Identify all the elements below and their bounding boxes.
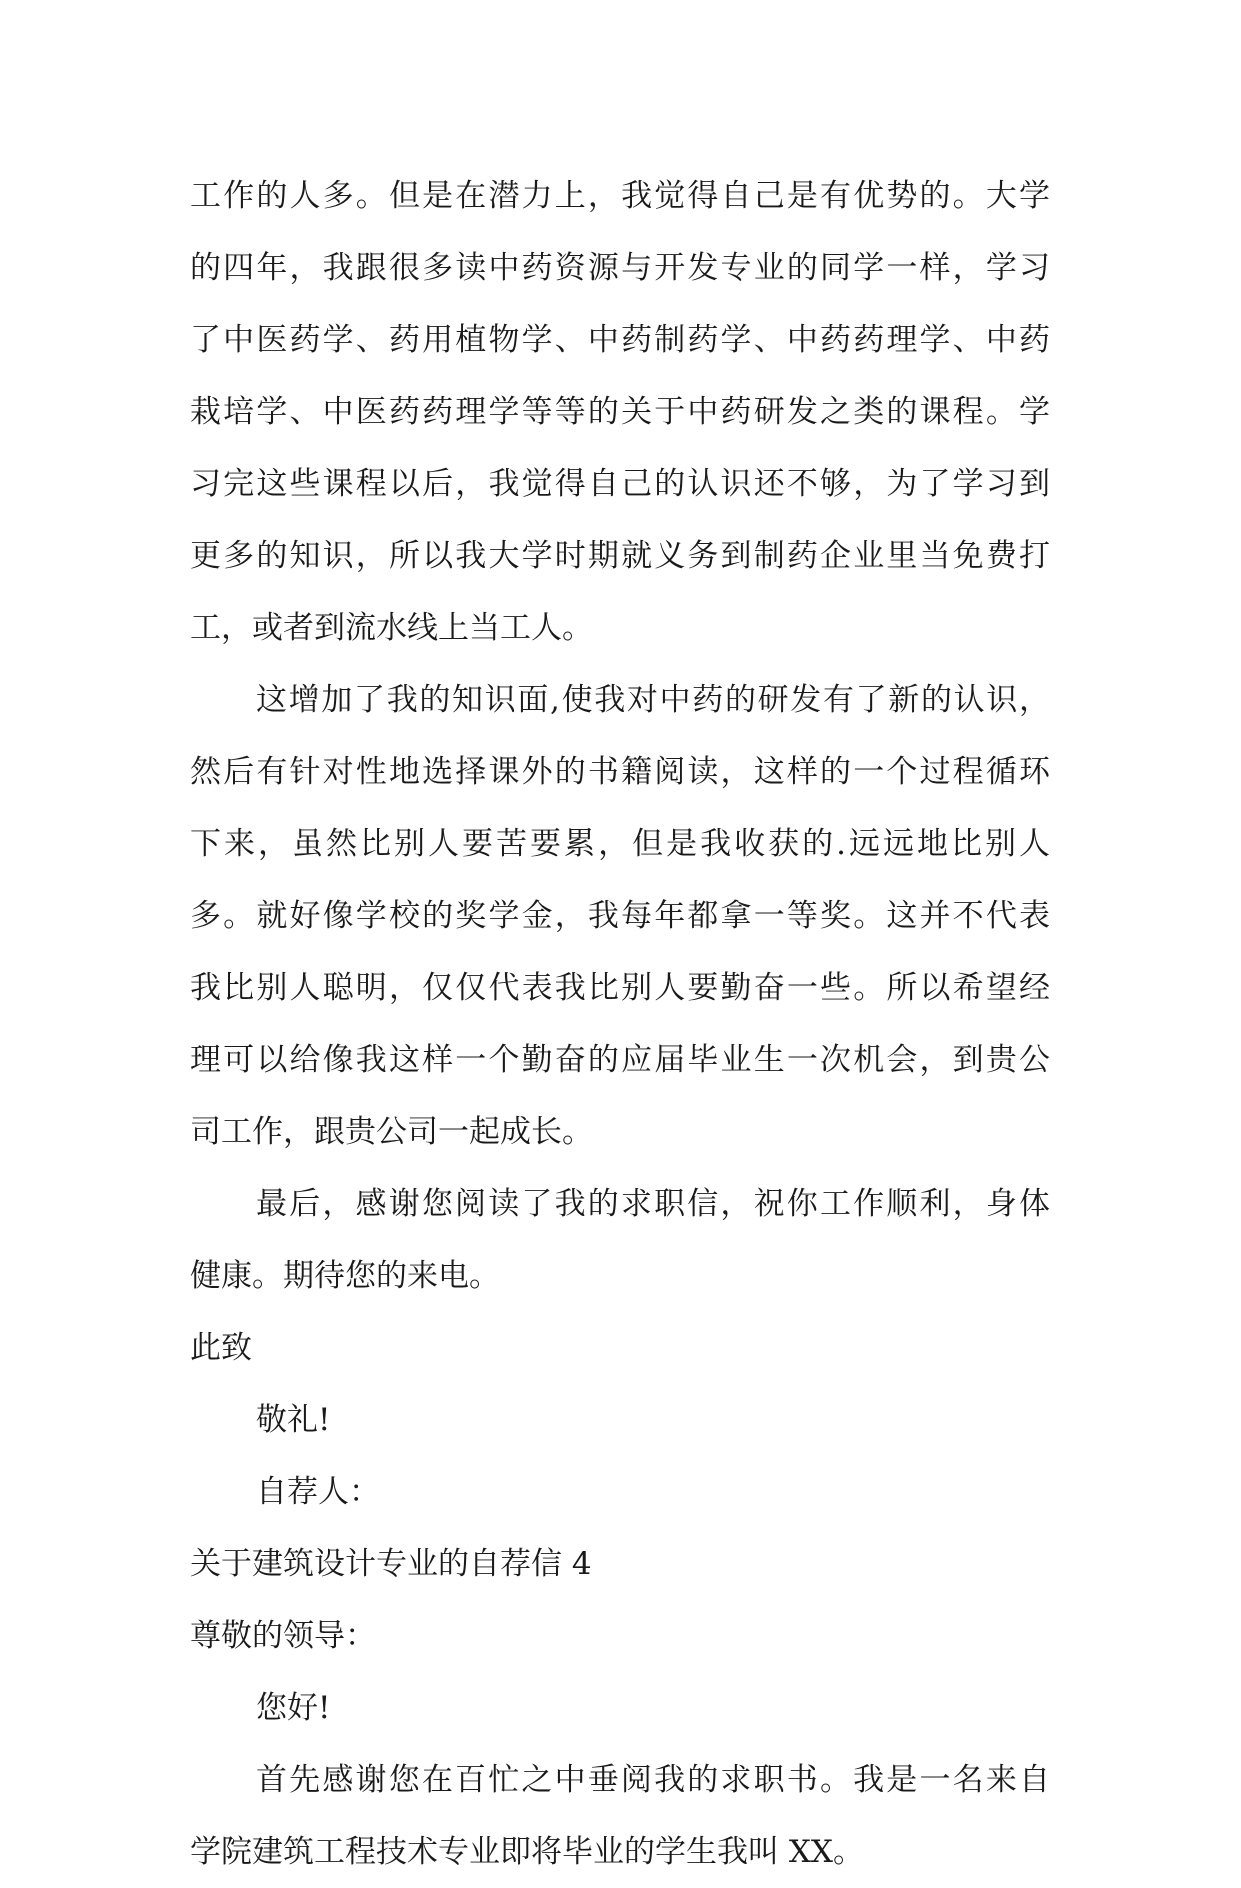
- salute-line: 敬礼!: [256, 1402, 331, 1438]
- paragraph-2: [190, 664, 1050, 1168]
- text-line: 健康。期待您的来电。: [190, 1258, 500, 1294]
- text-line: 学院建筑工程技术专业即将毕业的学生我叫 XX。: [190, 1834, 864, 1870]
- section-title: 关于建筑设计专业的自荐信 4: [190, 1546, 592, 1582]
- text-line: 多。就好像学校的奖学金，我每年都拿一等奖。这并不代表: [190, 898, 1050, 934]
- text-line: 工作的人多。但是在潜力上，我觉得自己是有优势的。大学: [190, 178, 1050, 214]
- text-line: 了中医药学、药用植物学、中药制药学、中药药理学、中药: [190, 322, 1050, 358]
- document-page: [190, 160, 1050, 1888]
- text-line: 的四年，我跟很多读中药资源与开发专业的同学一样，学习: [190, 250, 1050, 286]
- text-line: 理可以给像我这样一个勤奋的应届毕业生一次机会，到贵公: [190, 1042, 1050, 1078]
- greeting-line: 尊敬的领导：: [190, 1618, 376, 1654]
- text-line: 司工作，跟贵公司一起成长。: [190, 1114, 593, 1150]
- paragraph-4: [190, 1744, 1050, 1888]
- text-line: 工，或者到流水线上当工人。: [190, 610, 593, 646]
- text-line: 栽培学、中医药药理学等等的关于中药研发之类的课程。学: [190, 394, 1050, 430]
- paragraph-3: [190, 1168, 1050, 1312]
- text-line: 首先感谢您在百忙之中垂阅我的求职书。我是一名来自: [256, 1762, 1050, 1798]
- text-line: 我比别人聪明，仅仅代表我比别人要勤奋一些。所以希望经: [190, 970, 1050, 1006]
- text-line: 更多的知识，所以我大学时期就义务到制药企业里当免费打: [190, 538, 1050, 574]
- text-line: 这增加了我的知识面,使我对中药的研发有了新的认识，: [256, 682, 1050, 718]
- hello-line: 您好!: [256, 1690, 331, 1726]
- text-line: 然后有针对性地选择课外的书籍阅读，这样的一个过程循环: [190, 754, 1050, 790]
- signature-line: 自荐人：: [256, 1474, 380, 1510]
- paragraph-1: [190, 160, 1050, 664]
- closing-line: 此致: [190, 1330, 252, 1366]
- text-line: 下来，虽然比别人要苦要累，但是我收获的.远远地比别人: [190, 826, 1050, 862]
- text-line: 习完这些课程以后，我觉得自己的认识还不够，为了学习到: [190, 466, 1050, 502]
- text-line: 最后，感谢您阅读了我的求职信，祝你工作顺利，身体: [256, 1186, 1050, 1222]
